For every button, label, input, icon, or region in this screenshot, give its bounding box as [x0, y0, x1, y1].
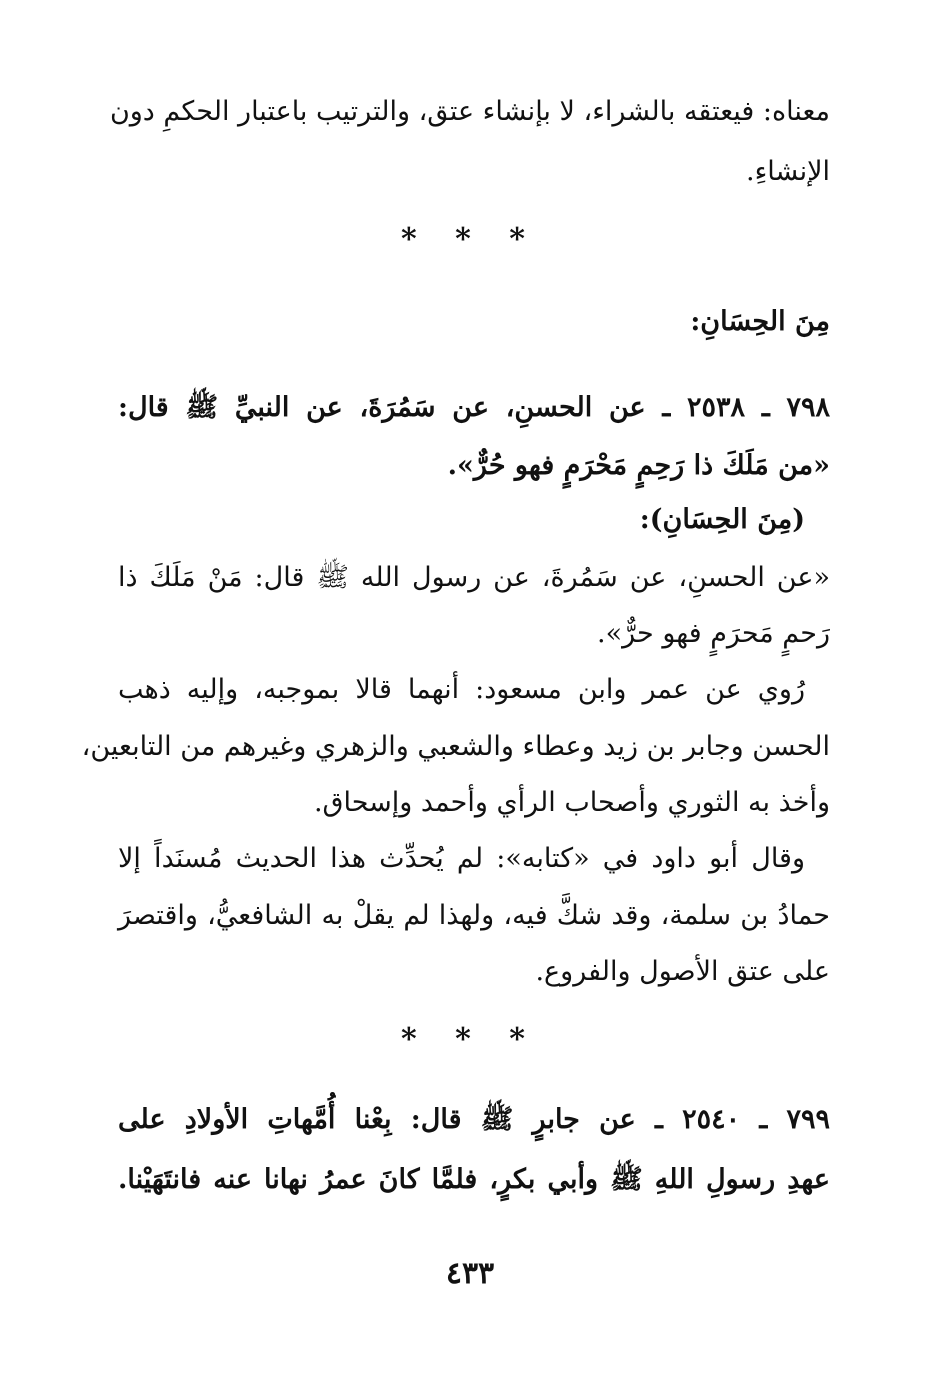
commentary-p3-line-2: حمادُ بن سلمة، وقد شكَّ فيه، ولهذا لم يقلْ به الشافعيُّ، واقتصرَ — [118, 900, 830, 931]
commentary-p2-line-3: وأخذ به الثوري وأصحاب الرأي وأحمد وإسحاق. — [313, 787, 830, 818]
hadith-799-line-2: عهدِ رسولِ اللهِ ﷺ وأبي بكرٍ، فلمَّا كانَ عمرُ نهانا عنه فانتَهَيْنا. — [118, 1164, 830, 1195]
hadith-798-line-1: ٧٩٨ ـ ٢٥٣٨ ـ عن الحسنِ، عن سَمُرَةَ، عن النبيِّ ﷺ قال: — [118, 392, 830, 423]
hadith-798-line-2: «من مَلَكَ ذا رَحِمٍ مَحْرَمٍ فهو حُرٌّ». — [447, 450, 830, 481]
separator-stars-1: * * * — [401, 222, 539, 257]
intro-line-1: معناه: فيعتقه بالشراء، لا بإنشاء عتق، والترتيب باعتبار الحكمِ دون — [109, 96, 830, 127]
commentary-p3-line-1: وقال أبو داود في «كتابه»: لم يُحدِّث هذا الحديث مُسنَداً إلا — [118, 843, 805, 874]
hadith-799-line-1: ٧٩٩ ـ ٢٥٤٠ ـ عن جابرٍ ﷺ قال: بِعْنا أُمَّهاتِ الأولادِ على — [118, 1104, 830, 1135]
commentary-p3-line-3: على عتق الأصول والفروع. — [535, 956, 830, 987]
commentary-heading: (مِنَ الحِسَانِ): — [639, 504, 805, 535]
intro-line-2: الإنشاءِ. — [745, 156, 830, 187]
commentary-p2-line-2: الحسن وجابر بن زيد وعطاء والشعبي والزهري وغيرهم من التابعين، — [81, 731, 830, 762]
page-number: ٤٣٣ — [445, 1256, 495, 1291]
commentary-p1-line-1: «عن الحسنِ، عن سَمُرةَ، عن رسول الله ﷺ قال: مَنْ مَلَكَ ذا — [118, 562, 830, 593]
section-title: مِنَ الحِسَانِ: — [690, 306, 830, 337]
commentary-p2-line-1: رُوي عن عمر وابن مسعود: أنهما قالا بموجبه، وإليه ذهب — [118, 674, 805, 705]
commentary-p1-line-2: رَحمٍ مَحرَمٍ فهو حرٌّ». — [597, 618, 830, 649]
separator-stars-2: * * * — [401, 1022, 539, 1057]
